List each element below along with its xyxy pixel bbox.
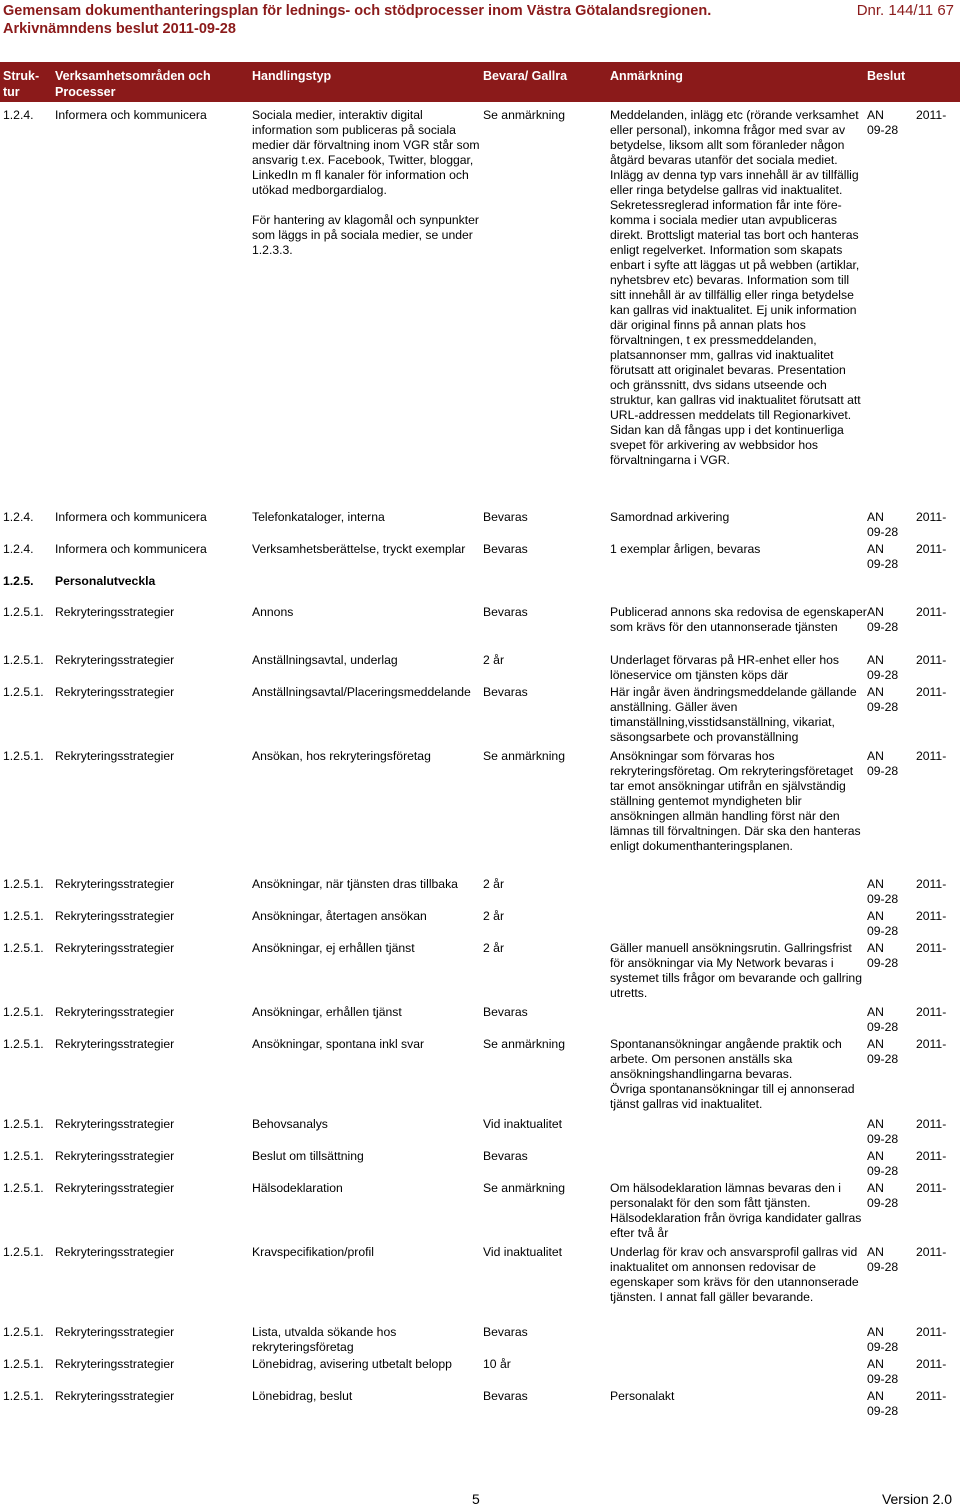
row-document-type: Anställningsavtal/Placeringsmeddelande bbox=[252, 685, 471, 699]
decision-date: 09-28 bbox=[867, 700, 899, 714]
row-structure-number: 1.2.5.1. bbox=[3, 749, 44, 763]
row-remark: 1 exemplar årligen, bevaras bbox=[610, 542, 761, 556]
document-title: Gemensam dokumenthanteringsplan för lednings- och stödprocesser inom Västra Götalandsregionen. bbox=[3, 3, 712, 19]
row-process: Rekryteringsstrategier bbox=[55, 1389, 175, 1403]
decision-date: 09-28 bbox=[867, 1340, 899, 1354]
row-process: Rekryteringsstrategier bbox=[55, 605, 175, 619]
decision-authority: AN bbox=[867, 1117, 884, 1131]
row-process: Rekryteringsstrategier bbox=[55, 653, 175, 667]
row-retention: Se anmärkning bbox=[483, 749, 565, 763]
row-retention: 10 år bbox=[483, 1357, 511, 1371]
row-remark: Publicerad annons ska redovisa de egenskaper som krävs för den utannonserade tjänsten bbox=[610, 605, 867, 634]
row-document-type: Anställningsavtal, underlag bbox=[252, 653, 398, 667]
row-remark: Underlag för krav och ansvarsprofil gallras vid inaktualitet om annonsen redovisar de egenskaper som krävs för den utannonserade tjänsten. I annat fall gäller bevarande. bbox=[610, 1245, 859, 1304]
col-beslut: Beslut bbox=[867, 69, 906, 83]
decision-year: 2011- bbox=[916, 1325, 947, 1339]
document-number: Dnr. 144/11 67 bbox=[856, 2, 954, 19]
row-process: Rekryteringsstrategier bbox=[55, 941, 175, 955]
decision-date: 09-28 bbox=[867, 892, 899, 906]
decision-date: 09-28 bbox=[867, 1372, 899, 1386]
decision-year: 2011- bbox=[916, 941, 947, 955]
row-structure-number: 1.2.4. bbox=[3, 542, 34, 556]
decision-authority: AN bbox=[867, 542, 884, 556]
decision-year: 2011- bbox=[916, 653, 947, 667]
row-process: Informera och kommunicera bbox=[55, 108, 207, 122]
row-structure-number: 1.2.5.1. bbox=[3, 685, 44, 699]
row-process: Rekryteringsstrategier bbox=[55, 1325, 175, 1339]
decision-year: 2011- bbox=[916, 542, 947, 556]
decision-year: 2011- bbox=[916, 749, 947, 763]
decision-year: 2011- bbox=[916, 1357, 947, 1371]
row-process: Rekryteringsstrategier bbox=[55, 685, 175, 699]
decision-date: 09-28 bbox=[867, 1164, 899, 1178]
table-header bbox=[0, 62, 960, 102]
row-retention: Bevaras bbox=[483, 1325, 528, 1339]
row-document-type: Ansökan, hos rekryteringsföretag bbox=[252, 749, 431, 763]
row-structure-number: 1.2.5.1. bbox=[3, 653, 44, 667]
col-handlingstyp: Handlingstyp bbox=[252, 69, 332, 83]
row-structure-number: 1.2.5.1. bbox=[3, 909, 44, 923]
decision-authority: AN bbox=[867, 877, 884, 891]
decision-year: 2011- bbox=[916, 1245, 947, 1259]
decision-authority: AN bbox=[867, 909, 884, 923]
row-retention: 2 år bbox=[483, 941, 505, 955]
decision-date: 09-28 bbox=[867, 1260, 899, 1274]
row-process: Rekryteringsstrategier bbox=[55, 1037, 175, 1051]
decision-authority: AN bbox=[867, 1325, 884, 1339]
row-retention: Bevaras bbox=[483, 1149, 528, 1163]
decision-date: 09-28 bbox=[867, 668, 899, 682]
row-structure-number: 1.2.5.1. bbox=[3, 1117, 44, 1131]
decision-authority: AN bbox=[867, 749, 884, 763]
row-process: Informera och kommunicera bbox=[55, 510, 207, 524]
row-document-type: Ansökningar, erhållen tjänst bbox=[252, 1005, 402, 1019]
row-retention: Se anmärkning bbox=[483, 108, 565, 122]
row-remark: Meddelanden, inlägg etc (rörande verksamhet eller personal), inkomna frågor med svar av betydelse, liksom allt som föranleder någon åtgärd bevaras utanför det sociala mediet. Inlägg av denna typ vars innehåll är av tillfällig eller ringa betydelse gallras vid inaktualitet. Sekretessreglerad information får inte före-komma i sociala medier utan avpubliceras direkt. Brottsligt material tas bort och hanteras enligt regelverket. Information som skapats enbart i syfte att läggas ut på webben (artiklar, nyhetsbrev etc) bevaras. Information som till sitt innehåll är av tillfällig eller ringa betydelse kan gallras vid inaktualitet. Ej unik information där original finns på annan plats hos förvaltningen, t ex pressmeddelanden, platsannonser mm, gallras vid inaktualitet förutsatt att originalet bevaras. Presentation och gränssnitt, dvs sidans utseende och struktur, kan gallras vid inaktualitet förutsatt att URL-addressen meddelats till Regionarkivet. Sidan kan då fångas upp i det kontinuerliga svepet för arkivering av webbsidor hos förvaltningarna i VGR. bbox=[610, 108, 861, 467]
decision-year: 2011- bbox=[916, 1037, 947, 1051]
col-anmarkning: Anmärkning bbox=[610, 69, 683, 83]
row-remark: Här ingår även ändringsmeddelande gällande anställning. Gäller även timanställning,visstidsanställning, vikariat, säsongsarbete och provanställning bbox=[610, 685, 857, 744]
decision-authority: AN bbox=[867, 605, 884, 619]
decision-year: 2011- bbox=[916, 1117, 947, 1131]
row-retention: Vid inaktualitet bbox=[483, 1117, 563, 1131]
row-retention: 2 år bbox=[483, 909, 505, 923]
row-structure-number: 1.2.5.1. bbox=[3, 1357, 44, 1371]
decision-year: 2011- bbox=[916, 605, 947, 619]
col-struktur: Struk- tur bbox=[3, 69, 40, 99]
row-remark: Om hälsodeklaration lämnas bevaras den i personalakt för den som fått tjänsten. Hälsodeklaration från övriga kandidater gallras efter två år bbox=[610, 1181, 862, 1240]
row-process: Rekryteringsstrategier bbox=[55, 1005, 175, 1019]
decision-authority: AN bbox=[867, 1037, 884, 1051]
row-structure-number: 1.2.5.1. bbox=[3, 605, 44, 619]
row-retention: Bevaras bbox=[483, 605, 528, 619]
decision-year: 2011- bbox=[916, 877, 947, 891]
row-remark: Ansökningar som förvaras hos rekryteringsföretag. Om rekryteringsföretaget tar emot ansökningar utifrån en självständig ställning gentemot myndigheten blir ansökningen allmän handling först när den lämnas till förvaltningen. Där ska den hanteras enligt dokumenthanteringsplanen. bbox=[610, 749, 861, 853]
row-retention: 2 år bbox=[483, 877, 505, 891]
row-document-type: Ansökningar, när tjänsten dras tillbaka bbox=[252, 877, 458, 891]
decision-year: 2011- bbox=[916, 108, 947, 122]
row-process: Rekryteringsstrategier bbox=[55, 1357, 175, 1371]
row-document-type: Lista, utvalda sökande hos rekryteringsföretag bbox=[252, 1325, 397, 1354]
decision-authority: AN bbox=[867, 941, 884, 955]
col-bevara: Bevara/ Gallra bbox=[483, 69, 568, 83]
decision-authority: AN bbox=[867, 1005, 884, 1019]
decision-year: 2011- bbox=[916, 909, 947, 923]
decision-year: 2011- bbox=[916, 685, 947, 699]
decision-year: 2011- bbox=[916, 1005, 947, 1019]
decision-year: 2011- bbox=[916, 1389, 947, 1403]
decision-date: 09-28 bbox=[867, 1020, 899, 1034]
decision-date: 09-28 bbox=[867, 123, 899, 137]
decision-date: 09-28 bbox=[867, 1052, 899, 1066]
row-remark: Underlaget förvaras på HR-enhet eller hos löneservice om tjänsten köps där bbox=[610, 653, 839, 682]
row-process: Rekryteringsstrategier bbox=[55, 909, 175, 923]
decision-authority: AN bbox=[867, 1149, 884, 1163]
row-document-type: Annons bbox=[252, 605, 294, 619]
decision-date: 09-28 bbox=[867, 525, 899, 539]
decision-authority: AN bbox=[867, 108, 884, 122]
row-process: Rekryteringsstrategier bbox=[55, 1181, 175, 1195]
row-process: Rekryteringsstrategier bbox=[55, 1117, 175, 1131]
row-structure-number: 1.2.5.1. bbox=[3, 1325, 44, 1339]
row-remark: Gäller manuell ansökningsrutin. Gallringsfrist för ansökningar via My Network bevaras i systemet tills frågor om bevarande och gallring utretts. bbox=[610, 941, 862, 1000]
row-structure-number: 1.2.5.1. bbox=[3, 877, 44, 891]
row-remark: Spontanansökningar angående praktik och arbete. Om personen anställs ska ansökningshandlingarna bevaras. Övriga spontanansökningar till ej annonserad tjänst gallras vid inaktualitet. bbox=[610, 1037, 855, 1111]
decision-authority: AN bbox=[867, 653, 884, 667]
row-retention: Bevaras bbox=[483, 542, 528, 556]
row-structure-number: 1.2.5.1. bbox=[3, 1005, 44, 1019]
row-document-type: Ansökningar, spontana inkl svar bbox=[252, 1037, 425, 1051]
row-retention: Se anmärkning bbox=[483, 1181, 565, 1195]
row-retention: Bevaras bbox=[483, 510, 528, 524]
row-document-type: Ansökningar, ej erhållen tjänst bbox=[252, 941, 415, 955]
decision-authority: AN bbox=[867, 1357, 884, 1371]
row-structure-number: 1.2.5.1. bbox=[3, 1181, 44, 1195]
row-remark: Samordnad arkivering bbox=[610, 510, 730, 524]
document-header bbox=[0, 0, 960, 42]
row-retention: Bevaras bbox=[483, 1389, 528, 1403]
decision-date: 09-28 bbox=[867, 557, 899, 571]
row-retention: Vid inaktualitet bbox=[483, 1245, 563, 1259]
decision-year: 2011- bbox=[916, 1181, 947, 1195]
row-structure-number: 1.2.4. bbox=[3, 108, 34, 122]
row-structure-number: 1.2.5.1. bbox=[3, 941, 44, 955]
row-structure-number: 1.2.5.1. bbox=[3, 1245, 44, 1259]
col-verksamhet: Verksamhetsområden och Processer bbox=[55, 69, 211, 99]
row-structure-number: 1.2.5.1. bbox=[3, 1389, 44, 1403]
decision-date: 09-28 bbox=[867, 1404, 899, 1418]
decision-date: 09-28 bbox=[867, 764, 899, 778]
row-document-type: Lönebidrag, avisering utbetalt belopp bbox=[252, 1357, 452, 1371]
row-process: Personalutveckla bbox=[55, 574, 156, 588]
decision-year: 2011- bbox=[916, 510, 947, 524]
decision-authority: AN bbox=[867, 685, 884, 699]
row-process: Rekryteringsstrategier bbox=[55, 1245, 175, 1259]
row-document-type: Kravspecifikation/profil bbox=[252, 1245, 374, 1259]
document-subtitle: Arkivnämndens beslut 2011-09-28 bbox=[3, 21, 236, 37]
row-document-type: Behovsanalys bbox=[252, 1117, 328, 1131]
row-document-type: Beslut om tillsättning bbox=[252, 1149, 364, 1163]
row-document-type: Telefonkataloger, interna bbox=[252, 510, 385, 524]
row-document-type: Lönebidrag, beslut bbox=[252, 1389, 353, 1403]
decision-authority: AN bbox=[867, 510, 884, 524]
page-number: 5 bbox=[472, 1491, 480, 1507]
row-process: Rekryteringsstrategier bbox=[55, 877, 175, 891]
row-structure-number: 1.2.5.1. bbox=[3, 1149, 44, 1163]
row-process: Rekryteringsstrategier bbox=[55, 749, 175, 763]
decision-date: 09-28 bbox=[867, 1132, 899, 1146]
decision-date: 09-28 bbox=[867, 1196, 899, 1210]
row-retention: Bevaras bbox=[483, 685, 528, 699]
row-process: Rekryteringsstrategier bbox=[55, 1149, 175, 1163]
row-remark: Personalakt bbox=[610, 1389, 675, 1403]
row-document-type: Sociala medier, interaktiv digital information som publiceras på sociala medier där förvaltning inom VGR står som ansvarig t.ex. Facebook, Twitter, bloggar, LinkedIn m fl kanaler för information och utökad medborgardialog. För hantering av klagomål och synpunkter som läggs in på sociala medier, se under 1.2.3.3. bbox=[252, 108, 480, 257]
row-structure-number: 1.2.4. bbox=[3, 510, 34, 524]
row-structure-number: 1.2.5. bbox=[3, 574, 34, 588]
row-document-type: Hälsodeklaration bbox=[252, 1181, 343, 1195]
row-document-type: Verksamhetsberättelse, tryckt exemplar bbox=[252, 542, 466, 556]
row-retention: 2 år bbox=[483, 653, 505, 667]
decision-authority: AN bbox=[867, 1389, 884, 1403]
decision-year: 2011- bbox=[916, 1149, 947, 1163]
decision-authority: AN bbox=[867, 1245, 884, 1259]
row-document-type: Ansökningar, återtagen ansökan bbox=[252, 909, 427, 923]
decision-date: 09-28 bbox=[867, 956, 899, 970]
row-structure-number: 1.2.5.1. bbox=[3, 1037, 44, 1051]
version-label: Version 2.0 bbox=[881, 1491, 952, 1507]
decision-date: 09-28 bbox=[867, 620, 899, 634]
decision-authority: AN bbox=[867, 1181, 884, 1195]
row-process: Informera och kommunicera bbox=[55, 542, 207, 556]
row-retention: Bevaras bbox=[483, 1005, 528, 1019]
decision-date: 09-28 bbox=[867, 924, 899, 938]
row-retention: Se anmärkning bbox=[483, 1037, 565, 1051]
